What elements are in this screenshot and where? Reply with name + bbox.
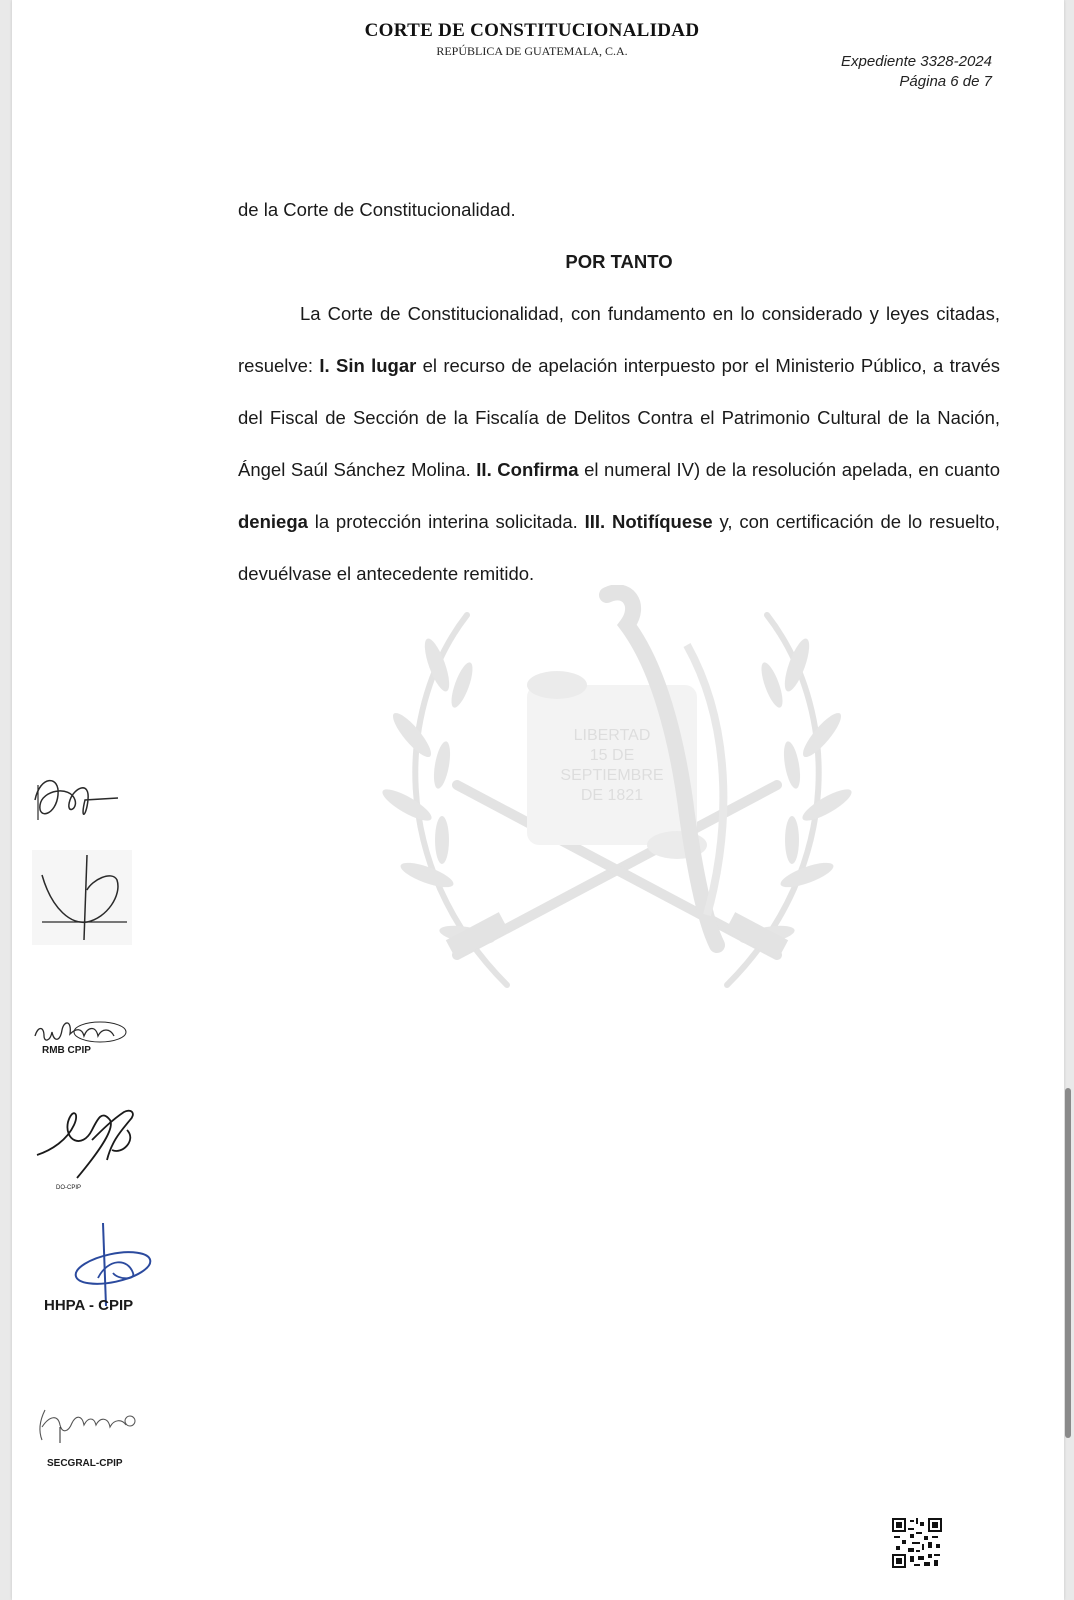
- expediente-number: Expediente 3328-2024: [841, 53, 992, 70]
- por-tanto-heading: POR TANTO: [565, 251, 673, 272]
- qr-code: [892, 1518, 942, 1568]
- scrollbar-thumb[interactable]: [1065, 1088, 1071, 1438]
- watermark-scroll-text-4: DE 1821: [580, 787, 644, 804]
- signature-label-hhpa: HHPA - CPIP: [44, 1297, 134, 1314]
- signature-6: [30, 1405, 140, 1445]
- resolution-point-1: I. Sin lugar: [319, 355, 417, 376]
- resolution-body: [238, 184, 1000, 600]
- signature-4: [32, 1100, 152, 1185]
- signature-label-secgral: SECGRAL-CPIP: [47, 1458, 123, 1469]
- signature-5: [58, 1218, 158, 1308]
- signature-3: [30, 1018, 130, 1046]
- signature-label-do: DO-CPIP: [56, 1185, 82, 1191]
- expediente-reference: [841, 52, 992, 92]
- opening-line: de la Corte de Constitucionalidad.: [238, 199, 516, 220]
- resolution-denial: deniega: [238, 511, 308, 532]
- signature-2: [32, 850, 132, 945]
- signature-1: [30, 770, 120, 830]
- paragraph-segment: el numeral IV) de la resolución apelada, en cuanto: [578, 459, 1000, 480]
- coat-of-arms-watermark: [357, 585, 877, 1055]
- paragraph-segment: y, con certificación de lo resuelto, devuélvase el antecedente remitido.: [238, 511, 1000, 584]
- signature-label-rmb: RMB CPIP: [42, 1045, 91, 1056]
- page-number: Página 6 de 7: [899, 73, 992, 90]
- court-title: CORTE DE CONSTITUCIONALIDAD: [364, 20, 700, 41]
- paragraph-segment: el recurso de apelación interpuesto por el Ministerio Público, a través del Fiscal de Sección de la Fiscalía de Delitos Contra el Patrimonio Cultural de la Nación, Ángel Saúl Sánchez Molina.: [238, 355, 1000, 480]
- paragraph-segment: La Corte de Constitucionalidad, con fundamento en lo considerado y leyes citadas, resuelve:: [238, 303, 1000, 376]
- watermark-scroll-text-3: SEPTIEMBRE: [560, 767, 664, 784]
- watermark-scroll-text-1: LIBERTAD: [573, 727, 651, 744]
- document-page: [12, 0, 1064, 1600]
- paragraph-segment: la protección interina solicitada.: [307, 511, 585, 532]
- resolution-point-2: II. Confirma: [476, 459, 579, 480]
- watermark-scroll-text-2: 15 DE: [589, 747, 635, 764]
- court-subtitle: REPÚBLICA DE GUATEMALA, C.A.: [436, 44, 628, 58]
- resolution-point-3: III. Notifíquese: [584, 511, 713, 532]
- resolution-paragraph: [238, 288, 1000, 600]
